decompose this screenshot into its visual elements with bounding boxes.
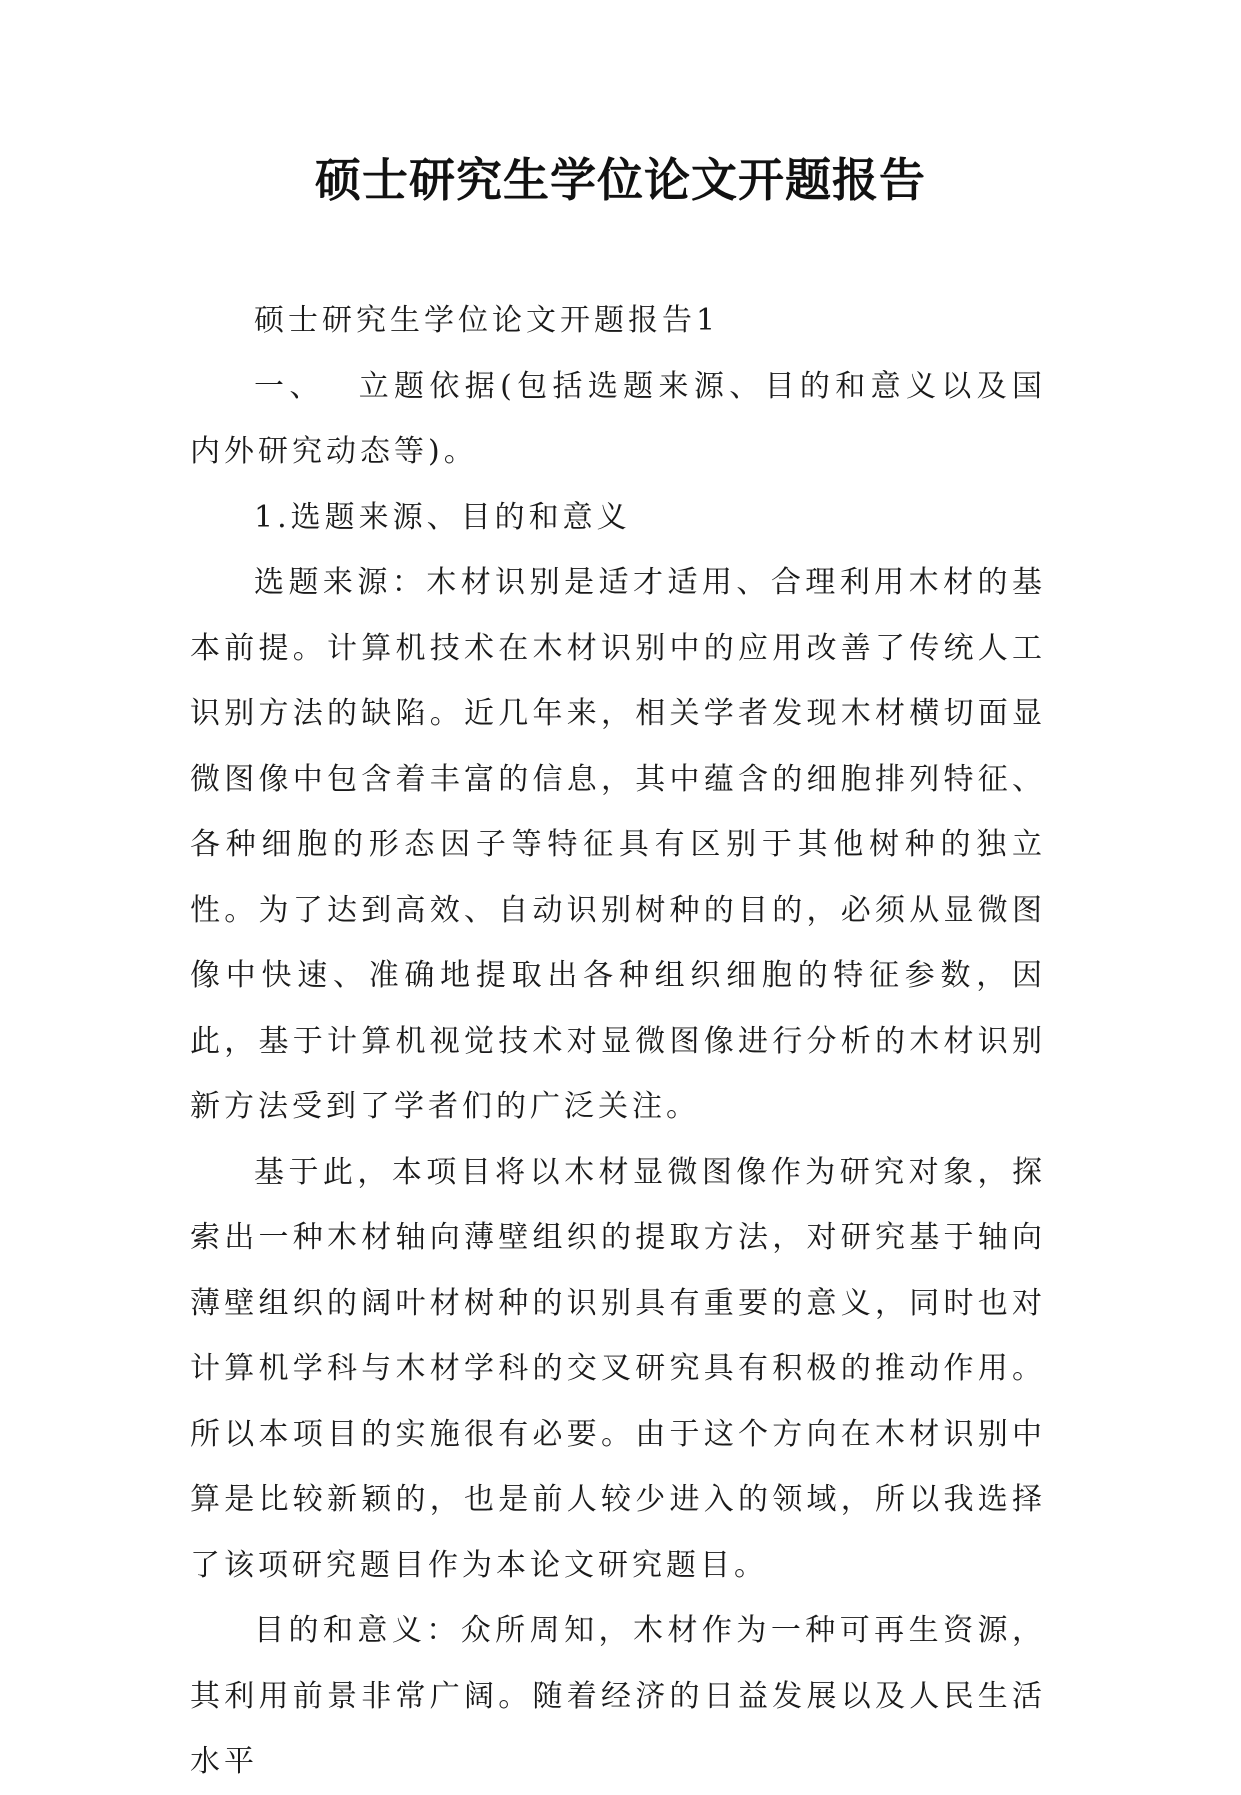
paragraph-topic-source: 选题来源：木材识别是适才适用、合理利用木材的基本前提。计算机技术在木材识别中的应用改善了传统人工识别方法的缺陷。近几年来，相关学者发现木材横切面显微图像中包含着丰富的信息，其中蕴含的细胞排列特征、各种细胞的形态因子等特征具有区别于其他树种的独立性。为了达到高效、自动识别树种的目的，必须从显微图像中快速、准确地提取出各种组织细胞的特征参数，因此，基于计算机视觉技术对显微图像进行分析的木材识别新方法受到了学者们的广泛关注。 <box>190 565 1046 1124</box>
paragraph-report-heading: 硕士研究生学位论文开题报告1 <box>254 303 720 338</box>
section-basis-text: 立题依据(包括选题来源、目的和意义以及国内外研究动态等)。 <box>190 368 1046 469</box>
document-body <box>190 288 1046 1795</box>
paragraph-project-basis: 基于此，本项目将以木材显微图像作为研究对象，探索出一种木材轴向薄壁组织的提取方法，对研究基于轴向薄壁组织的阔叶材树种的识别具有重要的意义，同时也对计算机学科与木材学科的交叉研究具有积极的推动作用。所以本项目的实施很有必要。由于这个方向在木材识别中算是比较新颖的，也是前人较少进入的领域，所以我选择了该项研究题目作为本论文研究题目。 <box>190 1154 1046 1583</box>
document-title: 硕士研究生学位论文开题报告 <box>315 153 926 207</box>
paragraph-purpose: 目的和意义：众所周知，木材作为一种可再生资源，其利用前景非常广阔。随着经济的日益发展以及人民生活水平 <box>190 1613 1046 1779</box>
paragraph-section-basis <box>190 354 1046 485</box>
paragraph-subsection-source: 1.选题来源、目的和意义 <box>254 499 631 535</box>
section-number: 一、 <box>254 368 325 404</box>
